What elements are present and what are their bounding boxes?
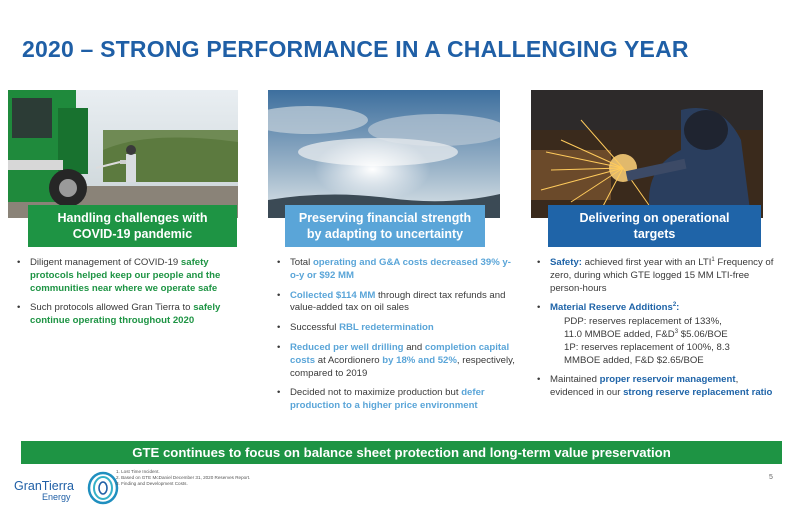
logo-wordmark: GranTierra <box>14 479 74 493</box>
list-item: • Material Reserve Additions$^2$: PDP: reserves replacement of 133%, 11.0 MMBOE added, $F\&D^3$ $5.06/BOE 1P: reserves replacement of 100%, 8.3 MMBOE added, F&D $2.65/BOE <box>534 302 774 367</box>
footnotes <box>116 469 250 488</box>
operational-header-line1: Delivering on operational <box>579 211 730 225</box>
sunset-sky-photo <box>268 90 500 218</box>
financial-header-line1: Preserving financial strength <box>298 211 472 225</box>
list-item: • Reduced per well drilling and completion capital costs at Acordionero by 18% and 52%, respectively, compared to 2019 <box>274 342 518 380</box>
operational-header-banner <box>548 205 761 247</box>
list-item: • Safety: achieved first year with an LTI$^1$ Frequency of zero, during which GTE logged 15 MM LTI-free person-hours <box>534 257 774 295</box>
page-number: 5 <box>769 474 773 481</box>
footnote-3: 3. Finding and Development Costs. <box>116 481 188 487</box>
covid-header-banner <box>28 205 237 247</box>
logo-swirl-icon <box>86 470 120 506</box>
welding-sparks-photo <box>531 90 763 218</box>
covid-bullet-list <box>14 257 246 335</box>
footnote-1: 1. Lost Time Incident. <box>116 469 160 474</box>
list-item: • Collected $114 MM through direct tax refunds and value-added tax on oil sales <box>274 290 518 316</box>
covid-header-line1: Handling challenges with <box>57 211 208 225</box>
list-item: • Maintained proper reservoir management, evidenced in our strong reserve replacement ratio <box>534 374 774 400</box>
conclusion-banner: GTE continues to focus on balance sheet protection and long-term value preservation <box>21 441 782 464</box>
financial-header-line2: by adapting to uncertainty <box>306 227 464 241</box>
list-item: • Decided not to maximize production but defer production to a higher price environment <box>274 387 518 413</box>
operational-bullet-list <box>534 257 774 407</box>
operational-header-line2: targets <box>633 227 676 241</box>
list-item: • Diligent management of COVID-19 safety protocols helped keep our people and the communities near where we operate safe <box>14 257 246 295</box>
list-item: • Successful RBL redetermination <box>274 322 518 335</box>
covid-header-line2: COVID-19 pandemic <box>72 227 193 241</box>
truck-disinfection-photo <box>8 90 238 218</box>
logo-subtitle: Energy <box>42 492 71 502</box>
slide-title: 2020 – STRONG PERFORMANCE IN A CHALLENGING YEAR <box>22 36 689 62</box>
footnote-2: 2. Based on GTE McDaniel December 31, 2020 Reserves Report. <box>116 475 251 481</box>
list-item: • Such protocols allowed Gran Tierra to safely continue operating throughout 2020 <box>14 302 246 328</box>
gran-tierra-logo <box>14 470 124 508</box>
list-item: • Total operating and G&A costs decreased 39% y-o-y or $92 MM <box>274 257 518 283</box>
financial-header-banner <box>285 205 485 247</box>
financial-bullet-list <box>274 257 518 420</box>
